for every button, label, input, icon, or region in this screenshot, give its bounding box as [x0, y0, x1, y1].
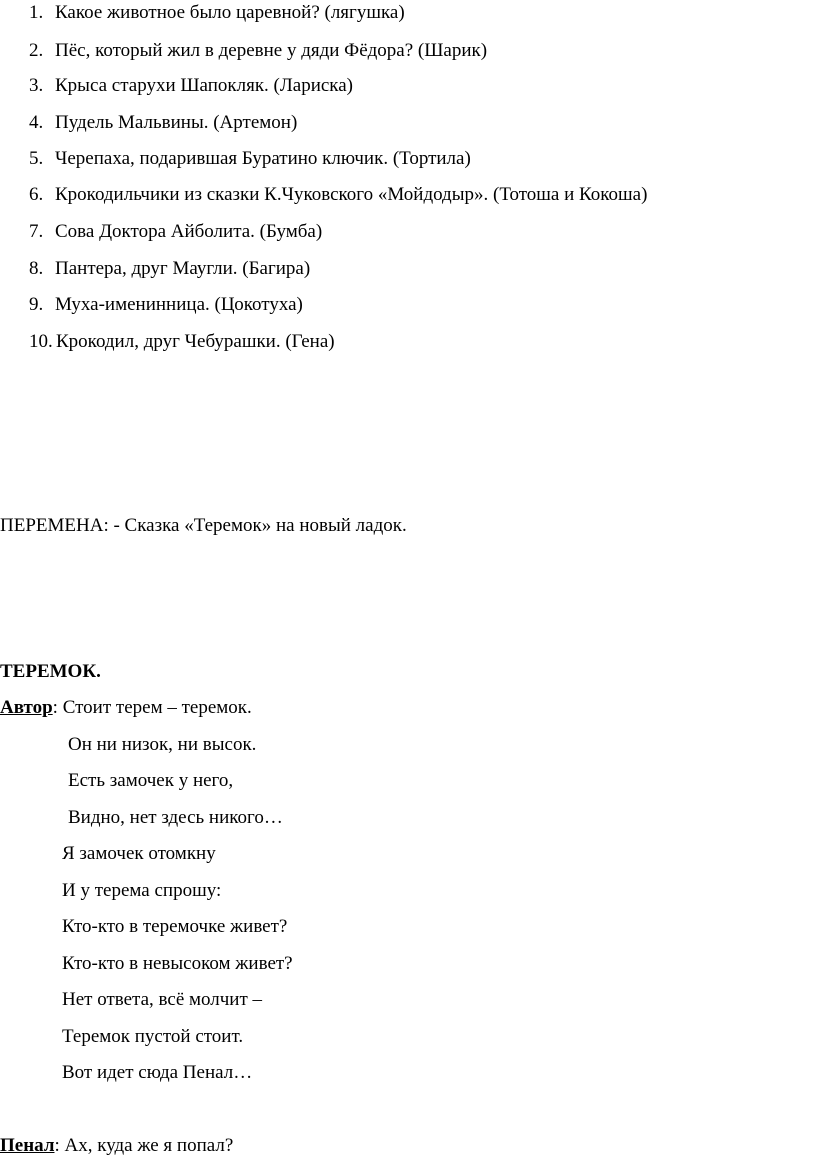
play-title: ТЕРЕМОК. [0, 661, 101, 682]
verse-line: Кто-кто в теремочке живет? [62, 916, 288, 937]
list-item-number: 10. [29, 331, 53, 352]
verse-line: Кто-кто в невысоком живет? [62, 953, 293, 974]
list-item-text: Пантера, друг Маугли. (Багира) [55, 258, 311, 279]
list-item-number: 1. [29, 2, 44, 23]
list-item-number: 9. [29, 294, 44, 315]
list-item-number: 6. [29, 184, 44, 205]
verse-line: Видно, нет здесь никого… [68, 807, 283, 828]
list-item-text: Муха-именинница. (Цокотуха) [55, 294, 303, 315]
speaker-author: Автор [0, 697, 53, 718]
list-item-text: Какое животное было царевной? (лягушка) [55, 2, 405, 23]
list-item-number: 2. [29, 40, 44, 61]
list-item-text: Пудель Мальвины. (Артемон) [55, 112, 298, 133]
list-item-number: 8. [29, 258, 44, 279]
list-item-text: Черепаха, подарившая Буратино ключик. (Тортила) [55, 148, 471, 169]
penal-line [0, 1133, 233, 1159]
list-item-number: 7. [29, 221, 44, 242]
penal-line-text: : Ах, куда же я попал? [54, 1135, 234, 1156]
speaker-penal: Пенал [0, 1135, 55, 1156]
verse-line: Я замочек отомкну [62, 843, 216, 864]
list-item-text: Крокодил, друг Чебурашки. (Гена) [56, 331, 335, 352]
verse-line: И у терема спрошу: [62, 880, 222, 901]
verse-line: Теремок пустой стоит. [62, 1026, 244, 1047]
list-item-number: 4. [29, 112, 44, 133]
verse-line: Нет ответа, всё молчит – [62, 989, 263, 1010]
verse-line: Вот идет сюда Пенал… [62, 1062, 253, 1083]
verse-line: Есть замочек у него, [68, 770, 234, 791]
verse-line: Он ни низок, ни высок. [68, 734, 257, 755]
list-item-text: Сова Доктора Айболита. (Бумба) [55, 221, 323, 242]
author-first-line [0, 695, 252, 721]
list-item-number: 3. [29, 75, 44, 96]
break-heading: ПЕРЕМЕНА: - Сказка «Теремок» на новый ладок. [0, 515, 407, 536]
list-item-text: Крокодильчики из сказки К.Чуковского «Мойдодыр». (Тотоша и Кокоша) [55, 184, 648, 205]
list-item-text: Пёс, который жил в деревне у дяди Фёдора? (Шарик) [55, 40, 488, 61]
author-line-text: : Стоит терем – теремок. [52, 697, 252, 718]
list-item-text: Крыса старухи Шапокляк. (Лариска) [55, 75, 354, 96]
list-item-number: 5. [29, 148, 44, 169]
